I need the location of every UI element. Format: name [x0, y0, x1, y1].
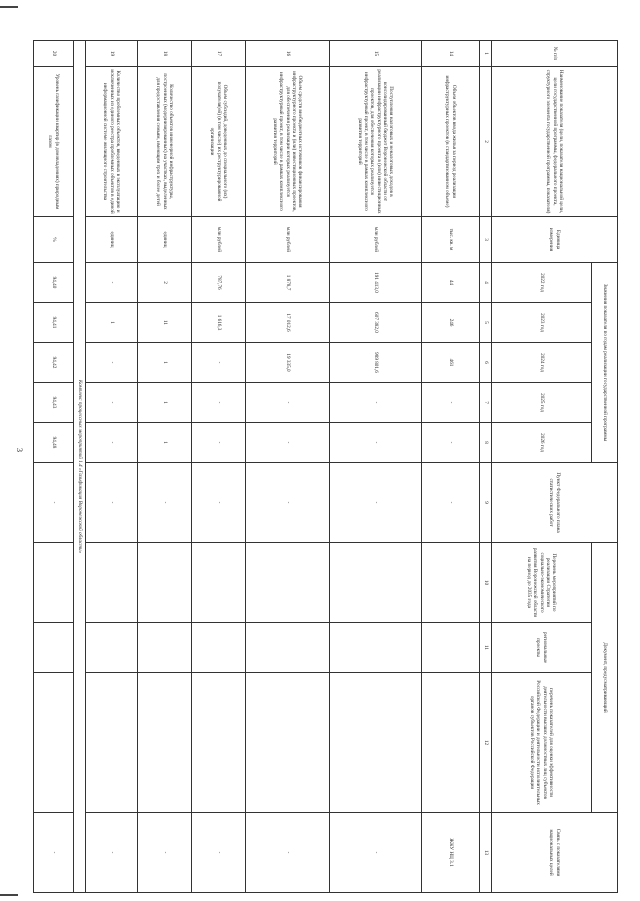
- row-value: 19 335,0: [246, 343, 330, 383]
- row-value: 94,40: [34, 263, 74, 303]
- column-number: 5: [480, 303, 492, 343]
- row-doc-regional: [422, 623, 480, 673]
- row-name: Объем средств внебюджетных источников финансирования инфраструктурного проекта и (или) инвестиционных проектов, для обеспечения реализации которых реализуется инфраструктурный проект, в том числе в рамках комплексного развития территорий: [246, 67, 330, 217]
- row-value: 607 382,0: [330, 303, 422, 343]
- row-fedplan: -: [422, 463, 480, 543]
- row-name: Объем субсидий, доведенных до специального (их) получателя(ей) (в том числе) их реструктурированной организации: [192, 67, 246, 217]
- row-doc-list: [34, 673, 74, 813]
- column-number: 10: [480, 543, 492, 623]
- header-num: № п/п: [492, 41, 618, 67]
- row-unit: тыс. кв. м: [422, 217, 480, 263]
- row-doc-list: [246, 673, 330, 813]
- row-num: 17: [192, 41, 246, 67]
- row-value: 17 012,6: [246, 303, 330, 343]
- row-value: -: [192, 383, 246, 423]
- row-value: 1: [138, 423, 192, 463]
- row-doc-strategy: [192, 543, 246, 623]
- row-value: -: [422, 423, 480, 463]
- column-number: 6: [480, 343, 492, 383]
- row-fedplan: -: [192, 463, 246, 543]
- row-value: -: [86, 343, 138, 383]
- row-num: 20: [34, 41, 74, 67]
- row-value: 94,48: [34, 423, 74, 463]
- row-name: Поступления налоговых и неналоговых доходов в консолидированный бюджет Воронежской области от реализации инфраструктурного проекта в (или) инвестиционных проектов, для обеспечения которых реализуется инфраструктурный проект, в том числе в рамках комплексного развития территорий: [330, 67, 422, 217]
- row-link: -: [34, 813, 74, 893]
- row-link: -: [192, 813, 246, 893]
- row-value: -: [192, 423, 246, 463]
- row-value: 787,76: [192, 263, 246, 303]
- row-link: -: [138, 813, 192, 893]
- row-value: 1: [86, 303, 138, 343]
- row-num: 14: [422, 41, 480, 67]
- row-value: 44: [422, 263, 480, 303]
- row-value: -: [330, 383, 422, 423]
- row-doc-regional: [330, 623, 422, 673]
- row-num: 18: [138, 41, 192, 67]
- table-row: [86, 41, 138, 893]
- row-value: 246: [422, 303, 480, 343]
- row-unit: млн рублей: [192, 217, 246, 263]
- row-value: -: [86, 263, 138, 303]
- header-link: Связь с показателями национальных целей: [492, 813, 618, 893]
- row-unit: %: [34, 217, 74, 263]
- row-doc-strategy: [34, 543, 74, 623]
- row-value: -: [422, 383, 480, 423]
- column-number: 4: [480, 263, 492, 303]
- row-value: 989 801,6: [330, 343, 422, 383]
- header-year-2026: 2026 год: [492, 423, 592, 463]
- header-year-2024: 2024 год: [492, 343, 592, 383]
- row-value: -: [86, 383, 138, 423]
- row-fedplan: -: [138, 463, 192, 543]
- row-value: 94,41: [34, 303, 74, 343]
- row-fedplan: -: [330, 463, 422, 543]
- row-value: 1 878,7: [246, 263, 330, 303]
- row-unit: млн рублей: [246, 217, 330, 263]
- header-name: Наименование показателя (цели, показателя национальной цели, цели государственной программы, федерального проекта, структурного элемента государственной программы, показателя): [492, 67, 618, 217]
- table-row: [246, 41, 330, 893]
- row-link: -: [246, 813, 330, 893]
- row-value: 1: [138, 343, 192, 383]
- row-doc-regional: [192, 623, 246, 673]
- header-doc-list: перечень показателей для оценки эффективности деятельности высших должностных лиц субъектов Российской Федерации и деятельности исполнительных органов субъектов Российской Федерации: [492, 673, 592, 813]
- row-value: 191 413,0: [330, 263, 422, 303]
- row-doc-list: [86, 673, 138, 813]
- column-number: 1: [480, 41, 492, 67]
- row-value: 11: [138, 303, 192, 343]
- row-fedplan: -: [34, 463, 74, 543]
- row-doc-strategy: [422, 543, 480, 623]
- row-num: 16: [246, 41, 330, 67]
- row-value: 1 616,3: [192, 303, 246, 343]
- header-year-2025: 2025 год: [492, 383, 592, 423]
- table-row: [34, 41, 74, 893]
- row-value: -: [246, 423, 330, 463]
- rotated-table-container: [47, 40, 618, 892]
- column-number: 12: [480, 673, 492, 813]
- column-number: 9: [480, 463, 492, 543]
- row-doc-strategy: [86, 543, 138, 623]
- table-row: [192, 41, 246, 893]
- row-doc-regional: [246, 623, 330, 673]
- row-doc-regional: [34, 623, 74, 673]
- table-row: [138, 41, 192, 893]
- row-doc-list: [330, 673, 422, 813]
- row-doc-strategy: [246, 543, 330, 623]
- row-value: 94,42: [34, 343, 74, 383]
- row-unit: единиц: [138, 217, 192, 263]
- header-fedplan: Пункт Федерального плана статистических работ: [492, 463, 618, 543]
- table-row: [422, 41, 480, 893]
- row-doc-list: [422, 673, 480, 813]
- column-number: 13: [480, 813, 492, 893]
- row-unit: единиц: [86, 217, 138, 263]
- row-num: 15: [330, 41, 422, 67]
- indicators-table: [33, 40, 618, 893]
- row-value: -: [246, 383, 330, 423]
- row-name: Количество объектов инженерной инфраструктуры, построенных (модернизированных) на участках, выделенных для предоставления семьям, имеющим трех и более детей: [138, 67, 192, 217]
- header-doc-strategy: Перечень мероприятий по реализации Стратегии социально-экономического развития Воронежской области на период до 2035 года: [492, 543, 592, 623]
- row-name: Уровень газификации квартир (в домовладениях) природным газом: [34, 67, 74, 217]
- section-title: Комплекс процессных мероприятий 1.4 «Газификация Воронежской области»: [74, 41, 86, 893]
- row-num: 19: [86, 41, 138, 67]
- column-numbers-row: [480, 41, 492, 893]
- row-value: 2: [138, 263, 192, 303]
- row-value: 94,43: [34, 383, 74, 423]
- row-fedplan: -: [246, 463, 330, 543]
- column-number: 3: [480, 217, 492, 263]
- row-link: -: [86, 813, 138, 893]
- row-value: 1: [138, 383, 192, 423]
- header-doc-regional: региональные проекты: [492, 623, 592, 673]
- row-fedplan: -: [86, 463, 138, 543]
- column-number: 11: [480, 623, 492, 673]
- header-docs-group: Документ, предусматривающий: [592, 543, 618, 813]
- header-year-2022: 2022 год: [492, 263, 592, 303]
- header-year-2023: 2023 год: [492, 303, 592, 343]
- header-unit: Единица измерения: [492, 217, 618, 263]
- row-name: Количество проблемных объектов, введенных в эксплуатацию и исключенных из единого реестра проблемных объектов в единой информационной системе жилищного строительства: [86, 67, 138, 217]
- row-value: -: [86, 423, 138, 463]
- row-doc-strategy: [138, 543, 192, 623]
- row-doc-list: [138, 673, 192, 813]
- row-doc-regional: [138, 623, 192, 673]
- table-row: [330, 41, 422, 893]
- row-doc-regional: [86, 623, 138, 673]
- row-name: Объем объектов ввода жилья за период реализации инфраструктурных проектов (в стандартизованном объеме): [422, 67, 480, 217]
- row-link: ЖКУ НЦ 3.1: [422, 813, 480, 893]
- row-doc-strategy: [330, 543, 422, 623]
- row-link: -: [330, 813, 422, 893]
- column-number: 2: [480, 67, 492, 217]
- row-unit: млн рублей: [330, 217, 422, 263]
- row-doc-list: [192, 673, 246, 813]
- row-value: -: [330, 423, 422, 463]
- header-row-1: [592, 41, 618, 893]
- row-value: -: [192, 343, 246, 383]
- column-number: 7: [480, 383, 492, 423]
- section-row: [74, 41, 86, 893]
- header-values-group: Значения показателя по годам реализации государственной программы: [592, 263, 618, 463]
- row-value: 461: [422, 343, 480, 383]
- column-number: 8: [480, 423, 492, 463]
- scan-margin-mark: [0, 894, 18, 896]
- scan-margin-mark: [0, 6, 18, 8]
- page-number: 3: [15, 448, 24, 452]
